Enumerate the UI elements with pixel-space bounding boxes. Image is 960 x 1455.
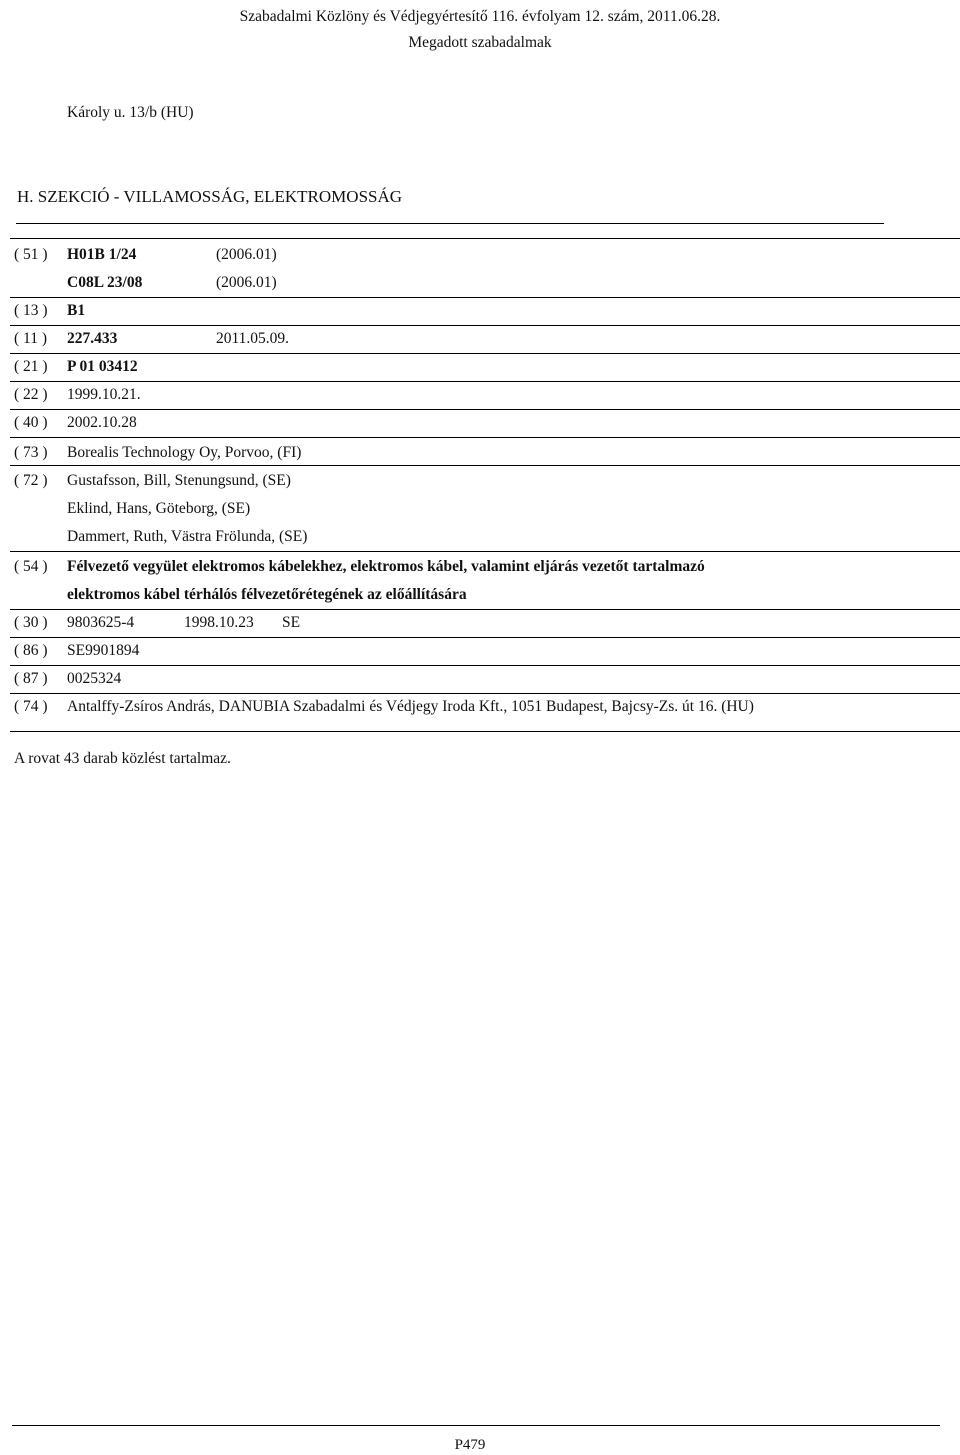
divider [10, 381, 960, 382]
divider [10, 637, 960, 638]
divider [10, 297, 960, 298]
representative: Antalffy-Zsíros András, DANUBIA Szabadalmi és Védjegy Iroda Kft., 1051 Budapest, Bajcsy-Zs. út 16. (HU) [67, 698, 754, 715]
journal-title: Szabadalmi Közlöny és Védjegyértesítő 116. évfolyam 12. szám, 2011.06.28. [239, 8, 721, 25]
field-73-row [14, 442, 302, 464]
inventor: Eklind, Hans, Göteborg, (SE) [67, 500, 251, 517]
section-summary: A rovat 43 darab közlést tartalmaz. [14, 750, 231, 767]
field-13-row [14, 300, 86, 322]
footer-divider [12, 1425, 940, 1426]
field-51-row-1 [14, 244, 277, 266]
inid-code-30: ( 30 ) [14, 614, 48, 631]
inid-code-51: ( 51 ) [14, 246, 48, 263]
field-22-row [14, 384, 141, 406]
divider [10, 665, 960, 666]
ipc-class-2: C08L 23/08 [67, 274, 143, 291]
ipc-class-2-date: (2006.01) [216, 274, 277, 291]
inid-code-87: ( 87 ) [14, 670, 48, 687]
inid-code-22: ( 22 ) [14, 386, 48, 403]
ipc-class-1-date: (2006.01) [216, 246, 277, 263]
divider [10, 551, 960, 552]
field-86-row [14, 640, 140, 662]
invention-title-line-1: Félvezető vegyület elektromos kábelekhez, elektromos kábel, valamint eljárás vezetőt tartalmazó [67, 558, 705, 575]
patent-number: 227.433 [67, 330, 118, 347]
divider [10, 609, 960, 610]
field-30-row [14, 612, 301, 634]
priority-country: SE [282, 614, 301, 631]
previous-entry-address: Károly u. 13/b (HU) [67, 104, 194, 121]
inid-code-21: ( 21 ) [14, 358, 48, 375]
divider [10, 693, 960, 694]
inventor: Gustafsson, Bill, Stenungsund, (SE) [67, 472, 291, 489]
field-21-row [14, 356, 138, 378]
field-54-row-1 [14, 556, 705, 578]
ipc-class-1: H01B 1/24 [67, 246, 137, 263]
inid-code-73: ( 73 ) [14, 444, 48, 461]
page-number: P479 [454, 1437, 486, 1453]
grant-date: 2011.05.09. [216, 330, 290, 347]
pct-application: SE9901894 [67, 642, 140, 659]
section-divider [16, 223, 884, 224]
divider [10, 437, 960, 438]
pct-publication: 0025324 [67, 670, 122, 687]
priority-number: 9803625-4 [67, 614, 135, 631]
field-72-row-1 [14, 470, 291, 492]
inid-code-54: ( 54 ) [14, 558, 48, 575]
divider [10, 353, 960, 354]
field-87-row [14, 668, 122, 690]
inid-code-72: ( 72 ) [14, 472, 48, 489]
kind-code: B1 [67, 302, 86, 319]
field-74-row [14, 696, 754, 718]
inid-code-74: ( 74 ) [14, 698, 48, 715]
entry-top-divider [10, 238, 960, 239]
publication-date: 2002.10.28 [67, 414, 137, 431]
filing-date: 1999.10.21. [67, 386, 141, 403]
journal-subtitle: Megadott szabadalmak [408, 34, 552, 51]
divider [10, 465, 960, 466]
inid-code-40: ( 40 ) [14, 414, 48, 431]
journal-header [0, 4, 960, 56]
field-40-row [14, 412, 137, 434]
inventor: Dammert, Ruth, Västra Frölunda, (SE) [67, 528, 308, 545]
priority-date: 1998.10.23 [184, 614, 254, 631]
divider [10, 409, 960, 410]
inid-code-86: ( 86 ) [14, 642, 48, 659]
inid-code-13: ( 13 ) [14, 302, 48, 319]
divider [10, 325, 960, 326]
inid-code-11: ( 11 ) [14, 330, 47, 347]
entry-bottom-divider [10, 731, 960, 732]
invention-title-line-2: elektromos kábel térhálós félvezetőrétegének az előállítására [67, 586, 467, 603]
section-title: H. SZEKCIÓ - VILLAMOSSÁG, ELEKTROMOSSÁG [17, 187, 403, 206]
patent-owner: Borealis Technology Oy, Porvoo, (FI) [67, 444, 302, 461]
application-number: P 01 03412 [67, 358, 138, 375]
field-11-row [14, 328, 290, 350]
